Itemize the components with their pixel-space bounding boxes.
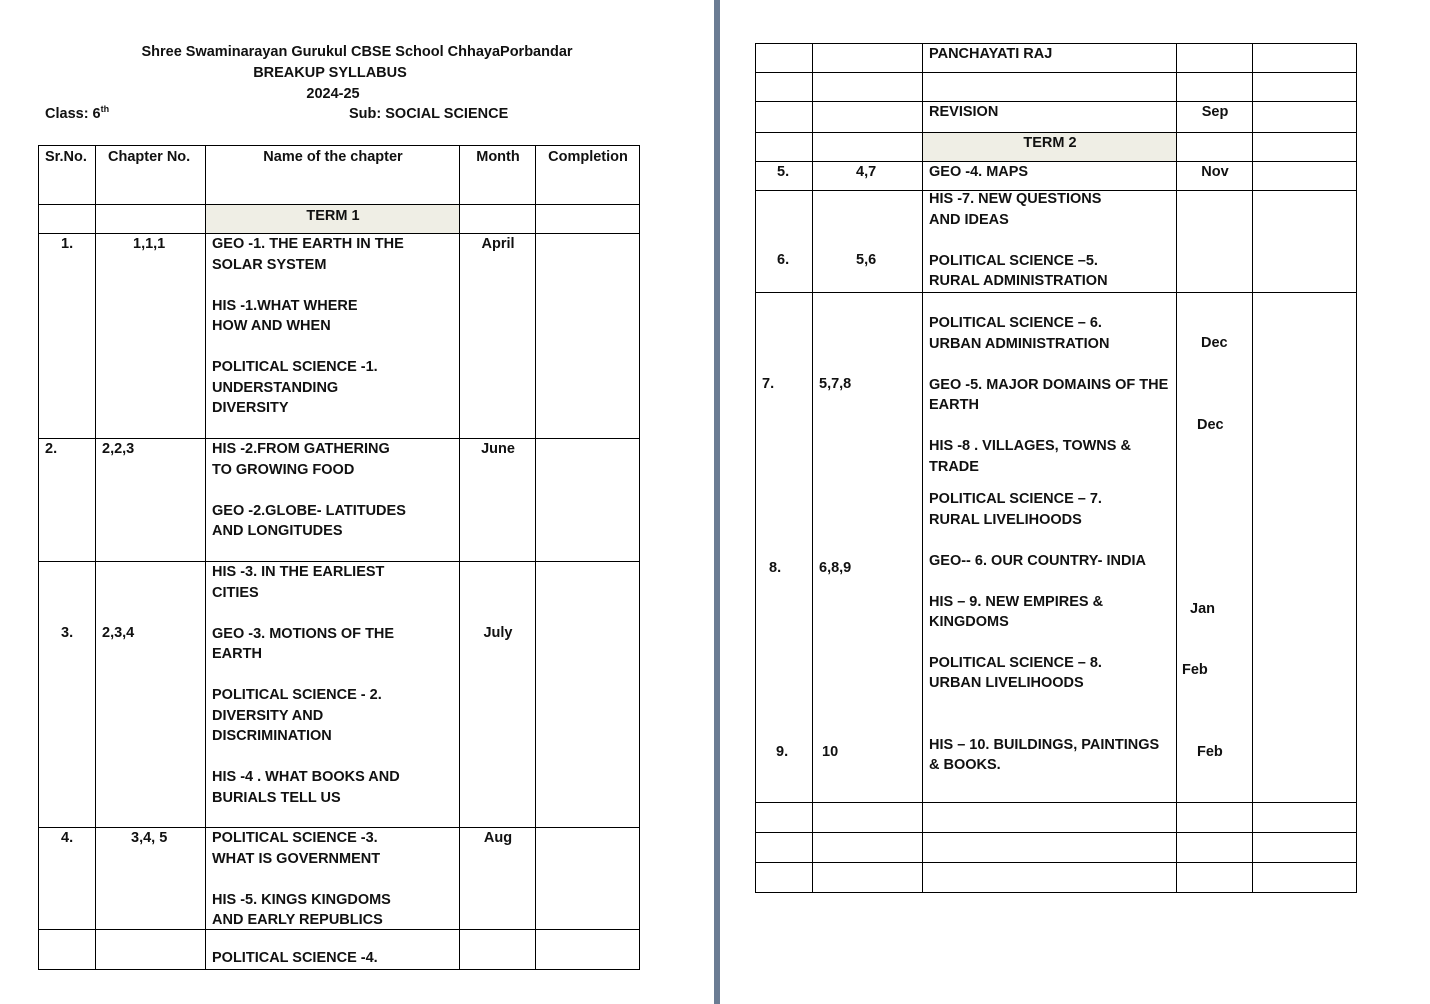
month: Sep [1201, 104, 1229, 120]
table-header-row [39, 146, 640, 205]
table-row [39, 439, 640, 562]
class-superscript: th [100, 104, 110, 115]
month: April [481, 236, 515, 252]
chapter-names: REVISION [929, 104, 999, 120]
header-sr-no: Sr.No. [45, 149, 87, 165]
chapter-names: HIS -7. NEW QUESTIONS AND IDEAS POLITICAL SCIENCE –5. RURAL ADMINISTRATION [929, 191, 1108, 289]
table-row [756, 44, 1357, 73]
month: Dec [1201, 335, 1228, 351]
school-name: Shree Swaminarayan Gurukul CBSE School ChhayaPorbandar [141, 44, 573, 60]
header-completion: Completion [548, 149, 628, 165]
syllabus-table-term2 [755, 43, 1357, 893]
chapter-no: 5,6 [856, 252, 877, 268]
chapter-names: GEO -4. MAPS [929, 164, 1029, 180]
subject-label: Sub: SOCIAL SCIENCE [349, 106, 509, 122]
chapter-no: 10 [822, 744, 839, 760]
table-row [756, 833, 1357, 863]
chapter-no: 4,7 [856, 164, 877, 180]
table-row [756, 162, 1357, 191]
month: Feb [1197, 744, 1223, 760]
sr-no: 7. [762, 376, 775, 392]
chapter-no: 1,1,1 [133, 236, 166, 252]
document-title: BREAKUP SYLLABUS [253, 65, 407, 81]
table-row [756, 102, 1357, 133]
month: July [483, 625, 513, 641]
chapter-names: POLITICAL SCIENCE – 6. URBAN ADMINISTRATION GEO -5. MAJOR DOMAINS OF THE EARTH HIS -8 . VILLAGES, TOWNS & TRADE POLITICAL SCIENCE – 7. RURAL LIVELIHOODS GEO-- 6. OUR COUNTRY- INDIA HIS – 9. NEW EMPIRES & KINGDOMS POLITICAL SCIENCE – 8. URBAN LIVELIHOODS HIS – 10. BUILDINGS, PAINTINGS & BOOKS. [929, 315, 1169, 773]
sr-no: 4. [61, 830, 74, 846]
sr-no: 5. [777, 164, 790, 180]
chapter-names: HIS -3. IN THE EARLIEST CITIES GEO -3. MOTIONS OF THE EARTH POLITICAL SCIENCE - 2. DIVERSITY AND DISCRIMINATION HIS -4 . WHAT BOOKS AND BURIALS TELL US [212, 564, 400, 806]
document-page-right [720, 0, 1430, 1004]
table-row [756, 803, 1357, 833]
chapter-names: HIS -2.FROM GATHERING TO GROWING FOOD GEO -2.GLOBE- LATITUDES AND LONGITUDES [212, 441, 406, 539]
term-1-label: TERM 1 [306, 208, 360, 224]
sr-no: 2. [45, 441, 58, 457]
month: Dec [1197, 417, 1224, 433]
table-row [39, 930, 640, 970]
month: Feb [1182, 662, 1208, 678]
table-row [756, 863, 1357, 893]
header-month: Month [476, 149, 520, 165]
table-row [756, 293, 1357, 803]
sr-no: 8. [769, 560, 782, 576]
month: June [481, 441, 515, 457]
chapter-names: POLITICAL SCIENCE -4. [212, 950, 378, 966]
month: Jan [1190, 601, 1215, 617]
header-chapter-no: Chapter No. [108, 149, 191, 165]
chapter-names: GEO -1. THE EARTH IN THE SOLAR SYSTEM HIS -1.WHAT WHERE HOW AND WHEN POLITICAL SCIENCE -1. UNDERSTANDING DIVERSITY [212, 236, 404, 416]
document-page-left [0, 0, 714, 1004]
table-row [756, 191, 1357, 293]
table-row [756, 73, 1357, 102]
sr-no: 3. [61, 625, 74, 641]
table-row [39, 828, 640, 930]
table-row [39, 562, 640, 828]
sr-no: 9. [776, 744, 789, 760]
chapter-no: 6,8,9 [819, 560, 852, 576]
chapter-names: PANCHAYATI RAJ [929, 46, 1053, 62]
term-row [39, 205, 640, 234]
term-2-label: TERM 2 [1023, 135, 1077, 151]
sr-no: 6. [777, 252, 790, 268]
class-label: Class: 6th [45, 104, 110, 122]
chapter-names: POLITICAL SCIENCE -3. WHAT IS GOVERNMENT HIS -5. KINGS KINGDOMS AND EARLY REPUBLICS [212, 830, 391, 928]
sr-no: 1. [61, 236, 74, 252]
header-chapter-name: Name of the chapter [263, 149, 403, 165]
table-row [39, 234, 640, 439]
chapter-no: 5,7,8 [819, 376, 852, 392]
chapter-no: 2,2,3 [102, 441, 135, 457]
month: Aug [483, 830, 513, 846]
month: Nov [1201, 164, 1229, 180]
term-row [756, 133, 1357, 162]
chapter-no: 2,3,4 [102, 625, 135, 641]
chapter-no: 3,4, 5 [131, 830, 168, 846]
academic-year: 2024-25 [306, 86, 360, 102]
syllabus-table-term1 [38, 145, 640, 970]
